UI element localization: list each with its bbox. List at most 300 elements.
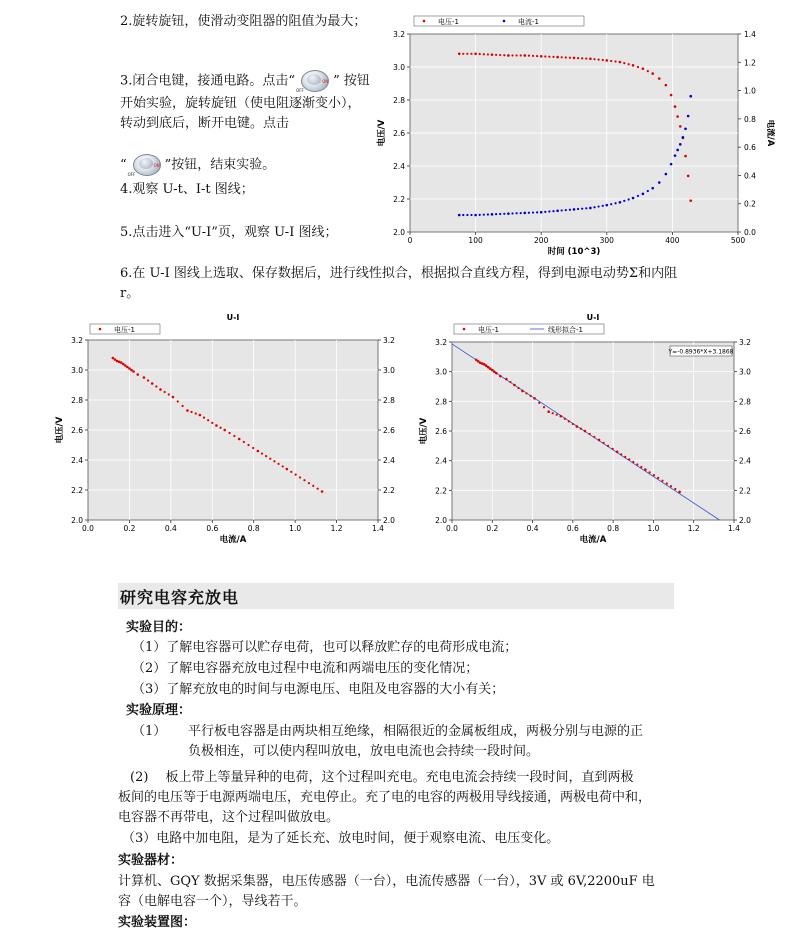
data-point (548, 56, 550, 58)
y2-tick-label: 0.8 (744, 114, 756, 124)
data-point (644, 468, 647, 471)
section-title: 研究电容充放电 (120, 588, 240, 607)
x-tick-label: 500 (730, 236, 746, 245)
y-right-tick-label: 2.2 (383, 486, 395, 495)
data-point (602, 205, 604, 207)
data-point (186, 409, 189, 412)
legend-marker (503, 20, 506, 23)
x-axis-label: 电流/A (579, 535, 607, 545)
x-tick-label: 0.8 (247, 524, 260, 533)
y-right-tick-label: 2.2 (739, 486, 751, 496)
principle-1-line-a: 平行板电容器是由两块相互绝缘，相隔很近的金属板组成，两极分别与电源的正 (188, 724, 644, 739)
step-3-start: 3.闭合电键，接通电路。点击“ (120, 73, 296, 89)
y-tick-label: 2.8 (71, 396, 83, 405)
x-tick-label: 0.4 (526, 524, 539, 533)
data-point (219, 427, 221, 429)
fit-equation: Y=-0.8936*X+3.1868 (668, 348, 734, 356)
data-point (544, 211, 546, 213)
data-point (687, 175, 690, 178)
x-tick-label: 0.4 (164, 524, 177, 533)
equipment-line-a: 计算机、GQY 数据采集器，电压传感器（一台），电流传感器（一台），3V 或 6V,2200uF 电 (118, 874, 655, 889)
data-point (199, 414, 202, 417)
data-point (658, 181, 661, 184)
data-point (265, 455, 267, 457)
data-point (228, 432, 230, 434)
data-point (466, 53, 468, 55)
data-point (215, 424, 218, 427)
data-point (143, 376, 146, 379)
data-point (517, 387, 519, 389)
data-point (607, 445, 609, 447)
data-point (619, 61, 622, 64)
data-point (598, 439, 601, 442)
y2-tick-label: 0.2 (744, 199, 756, 209)
y-right-tick-label: 2.6 (383, 426, 395, 435)
data-point (624, 456, 626, 458)
data-point (462, 53, 464, 55)
data-point (610, 60, 612, 62)
data-point (593, 206, 595, 208)
data-point (543, 406, 545, 408)
data-point (190, 411, 192, 413)
data-point (529, 395, 531, 397)
setup-heading: 实验装置图： (118, 915, 197, 930)
y-tick-label: 2.2 (71, 486, 83, 495)
data-point (238, 438, 241, 441)
data-point (308, 482, 310, 484)
data-point (130, 369, 133, 372)
data-point (299, 476, 301, 478)
y2-tick-label: 0.6 (744, 143, 756, 153)
data-point (503, 54, 505, 56)
data-point (674, 154, 677, 157)
data-point (544, 55, 546, 57)
data-point (290, 471, 292, 473)
data-point (658, 77, 661, 80)
x-tick-label: 1.4 (372, 524, 384, 533)
data-point (665, 173, 668, 176)
principle-1-number: （1） (132, 724, 167, 739)
data-point (247, 444, 249, 446)
data-point (674, 488, 676, 490)
data-point (589, 207, 592, 210)
data-point (538, 402, 540, 404)
purpose-item: （2）了解电容器充放电过程中电流和两端电压的变化情况； (132, 661, 479, 676)
data-point (252, 447, 254, 449)
data-point (499, 54, 501, 56)
data-point (312, 485, 314, 487)
data-point (487, 53, 489, 55)
data-point (556, 414, 558, 416)
data-point (573, 208, 576, 211)
principle-2-line-a: (2) 板上带上等量异种的电荷，这个过程叫充电。充电电流会持续一段时间，直到两极 (130, 770, 634, 785)
data-point (637, 66, 639, 68)
data-point (136, 373, 139, 376)
data-point (580, 428, 582, 430)
stop-button-icon: OFF ON (127, 152, 165, 178)
data-point (561, 56, 563, 58)
data-point (470, 53, 472, 55)
y2-tick-label: 0.4 (744, 171, 756, 181)
data-point (632, 64, 635, 67)
principle-2-line-c: 电容器不再带电，这个过程叫做放电。 (118, 810, 340, 825)
section-title-bar (118, 583, 674, 609)
y-right-tick-label: 2.8 (739, 397, 751, 407)
data-point (556, 56, 559, 59)
chart-ui-fit (414, 308, 784, 548)
y-tick-label: 2.2 (393, 195, 405, 204)
legend-marker (463, 328, 466, 331)
data-point (181, 405, 183, 407)
data-point (689, 199, 692, 202)
x-tick-label: 0.6 (206, 524, 219, 533)
data-point (479, 53, 481, 55)
y-tick-label: 3.2 (71, 336, 83, 345)
principle-2-line-b: 板间的电压等于电源两端电压，充电停止。充了电的电容的两极用导线接通，两极电荷中和， (118, 790, 652, 805)
step-5: 5.点击进入“U-I”页，观察 U-I 图线； (120, 225, 338, 240)
y-tick-label: 2.4 (71, 456, 83, 465)
y-tick-label: 2.6 (393, 129, 405, 138)
data-point (495, 372, 498, 375)
data-point (536, 211, 538, 213)
data-point (670, 94, 673, 97)
data-point (568, 420, 570, 422)
data-point (466, 214, 468, 216)
y-right-tick-label: 2.0 (739, 516, 751, 525)
data-point (674, 105, 677, 108)
data-point (487, 213, 489, 215)
data-point (670, 485, 672, 487)
data-point (577, 208, 579, 210)
data-point (507, 54, 510, 57)
purpose-item: （1）了解电容器可以贮存电荷，也可以释放贮存的电荷形成电流； (132, 640, 518, 655)
data-point (128, 367, 131, 370)
data-point (687, 115, 690, 118)
data-point (657, 477, 659, 479)
data-point (223, 429, 226, 432)
y-tick-label: 2.6 (71, 426, 83, 435)
data-point (495, 54, 497, 56)
data-point (572, 423, 574, 425)
data-point (576, 425, 579, 428)
data-point (614, 202, 616, 204)
y2-tick-label: 1.0 (744, 86, 756, 96)
data-point (507, 212, 510, 215)
data-point (547, 410, 550, 413)
data-point (593, 436, 595, 438)
y-right-tick-label: 3.2 (383, 336, 395, 345)
data-point (640, 466, 642, 468)
data-point (483, 214, 485, 216)
data-point (528, 55, 530, 57)
legend-label: 电压-1 (438, 18, 459, 26)
data-point (642, 67, 645, 70)
data-point (559, 415, 562, 418)
data-point (651, 187, 654, 190)
y-tick-label: 2.8 (393, 96, 405, 105)
y-right-tick-label: 3.0 (739, 367, 751, 377)
data-point (556, 209, 559, 212)
data-point (536, 55, 538, 57)
x-tick-label: 0.6 (566, 524, 579, 533)
data-point (585, 57, 587, 59)
y-tick-label: 3.0 (71, 366, 83, 375)
y-right-tick-label: 2.0 (383, 516, 395, 525)
y-tick-label: 2.6 (435, 427, 447, 436)
data-point (533, 397, 536, 400)
y-axis-label: 电压/V (419, 417, 429, 445)
data-point (628, 198, 630, 200)
data-point (628, 63, 630, 65)
data-point (243, 441, 245, 443)
data-point (172, 396, 175, 399)
data-point (462, 214, 464, 216)
data-point (628, 458, 630, 460)
x-tick-label: 400 (665, 236, 680, 245)
data-point (679, 143, 682, 146)
data-point (303, 479, 305, 481)
data-point (565, 209, 567, 211)
data-point (147, 379, 149, 381)
data-point (257, 450, 260, 453)
chart-ut-it (375, 14, 775, 260)
y-right-tick-label: 2.8 (383, 396, 395, 405)
data-point (642, 193, 645, 196)
data-point (168, 393, 170, 395)
data-point (678, 491, 681, 494)
data-point (317, 488, 319, 490)
data-point (569, 209, 571, 211)
legend-label: 电压-1 (114, 326, 135, 334)
data-point (593, 58, 595, 60)
y-right-tick-label: 3.0 (383, 366, 395, 375)
x-tick-label: 0.0 (82, 524, 94, 533)
data-point (286, 468, 289, 471)
data-point (584, 430, 587, 433)
x-tick-label: 200 (534, 236, 549, 245)
data-point (540, 55, 543, 58)
y2-axis-label: 电流/A (765, 119, 775, 147)
data-point (516, 54, 518, 56)
data-point (511, 54, 513, 56)
data-point (606, 204, 609, 207)
data-point (564, 418, 566, 420)
y-tick-label: 2.8 (435, 397, 447, 407)
equipment-line-b: 容（电解电容一个），导线若干。 (118, 894, 307, 909)
data-point (126, 366, 129, 369)
legend-marker (423, 20, 426, 23)
data-point (124, 364, 127, 367)
data-point (614, 60, 616, 62)
data-point (676, 149, 679, 152)
y-tick-label: 2.0 (393, 228, 405, 237)
data-point (632, 461, 634, 463)
data-point (474, 214, 477, 217)
data-point (499, 213, 501, 215)
step-3-quote: ” (333, 73, 340, 89)
start-button-icon: OFF ON (295, 68, 333, 94)
data-point (647, 190, 649, 192)
data-point (295, 474, 297, 476)
data-point (598, 58, 600, 60)
y-right-tick-label: 2.4 (383, 456, 395, 465)
data-point (689, 95, 692, 98)
data-point (155, 385, 157, 387)
legend-marker (99, 328, 102, 331)
data-point (532, 211, 534, 213)
legend-label: 线形拟合-1 (548, 326, 583, 334)
x-tick-label: 0 (407, 236, 413, 245)
data-point (676, 115, 679, 118)
data-point (195, 412, 197, 414)
data-point (474, 53, 477, 56)
data-point (503, 213, 505, 215)
step-3-tail: ”按钮，结束实验。 (164, 157, 276, 173)
x-tick-label: 0.0 (446, 524, 458, 533)
data-point (573, 57, 576, 60)
data-point (581, 57, 583, 59)
data-point (532, 55, 534, 57)
data-point (511, 212, 513, 214)
data-point (623, 200, 625, 202)
data-point (495, 213, 497, 215)
data-point (458, 214, 461, 217)
data-point (528, 212, 530, 214)
data-point (670, 163, 673, 166)
y2-tick-label: 1.2 (744, 58, 756, 68)
data-point (561, 209, 563, 211)
data-point (483, 53, 485, 55)
data-point (499, 375, 502, 378)
chart-title: U-I (586, 313, 600, 322)
data-point (548, 210, 550, 212)
y-right-tick-label: 2.4 (739, 456, 751, 466)
legend-label: 电流-1 (518, 18, 539, 26)
chart-title: U-I (226, 313, 240, 322)
data-point (684, 155, 687, 158)
data-point (632, 197, 635, 200)
data-point (569, 57, 571, 59)
data-point (177, 400, 179, 402)
data-point (585, 207, 587, 209)
data-point (112, 357, 115, 360)
x-axis-label: 电流/A (219, 535, 247, 545)
data-point (665, 84, 668, 87)
data-point (211, 422, 213, 424)
y-right-tick-label: 2.6 (739, 427, 751, 436)
step-6: 6.在 U-I 图线上选取、保存数据后，进行线性拟合，根据拟合直线方程，得到电源电动势Σ和内阻 r。 (120, 266, 678, 301)
data-point (552, 56, 554, 58)
x-axis-label: 时间 (10^3) (547, 247, 601, 257)
data-point (521, 390, 524, 393)
data-point (282, 465, 284, 467)
data-point (273, 460, 275, 462)
x-tick-label: 1.2 (687, 524, 700, 533)
data-point (114, 358, 117, 361)
data-point (581, 208, 583, 210)
data-point (610, 203, 612, 205)
y-tick-label: 2.0 (435, 516, 447, 525)
data-point (651, 72, 654, 75)
y-axis-label: 电压/V (377, 119, 387, 147)
data-point (540, 211, 543, 214)
data-point (589, 57, 592, 60)
y-tick-label: 3.0 (393, 63, 405, 72)
x-tick-label: 0.2 (123, 524, 136, 533)
data-point (491, 213, 494, 216)
data-point (233, 435, 235, 437)
step-3-quote-open: “ (120, 157, 127, 173)
y-tick-label: 2.0 (71, 516, 83, 525)
data-point (321, 490, 324, 493)
legend-label: 电压-1 (478, 326, 499, 334)
data-point (505, 378, 508, 381)
y-tick-label: 2.4 (393, 162, 405, 171)
data-point (653, 474, 655, 476)
y2-tick-label: 0.0 (744, 228, 756, 237)
data-point (164, 391, 166, 393)
x-tick-label: 1.2 (330, 524, 343, 533)
data-point (261, 452, 263, 454)
step-2: 2.旋转旋钮，使滑动变阻器的阻值为最大； (120, 14, 367, 29)
principle-3: （3）电路中加电阻，是为了延长充、放电时间，便于观察电流、电压变化。 (122, 831, 560, 846)
data-point (620, 453, 622, 455)
step-3-end (120, 152, 370, 178)
y-tick-label: 3.0 (435, 367, 447, 377)
data-point (682, 136, 685, 139)
data-point (122, 363, 125, 366)
step-4: 4.观察 U-t、I-t 图线； (120, 182, 254, 197)
data-point (159, 388, 162, 391)
data-point (269, 458, 271, 460)
data-point (524, 212, 527, 215)
data-point (516, 212, 518, 214)
data-point (589, 433, 591, 435)
data-point (602, 442, 604, 444)
data-point (647, 70, 649, 72)
data-point (509, 381, 511, 383)
step-3-middle: 按钮开始实验，旋转旋钮（使电阻逐渐变小），转动到底后，断开电键。点击 (120, 73, 370, 131)
x-tick-label: 0.2 (486, 524, 499, 533)
x-tick-label: 0.8 (607, 524, 620, 533)
data-point (649, 471, 651, 473)
data-point (598, 205, 600, 207)
purpose-heading: 实验目的： (126, 620, 192, 635)
data-point (491, 53, 494, 56)
purpose-item: （3）了解充放电的时间与电源电压、电阻及电容器的大小有关； (132, 682, 505, 697)
data-point (513, 384, 516, 387)
x-tick-label: 1.0 (647, 524, 660, 533)
principle-heading: 实验原理： (126, 703, 192, 718)
data-point (525, 392, 527, 394)
data-point (520, 212, 522, 214)
data-point (203, 417, 205, 419)
data-point (207, 419, 209, 421)
y-tick-label: 3.2 (435, 338, 447, 347)
data-point (520, 54, 522, 56)
data-point (277, 463, 279, 465)
data-point (458, 53, 461, 56)
data-point (612, 448, 614, 450)
data-point (637, 195, 639, 197)
data-point (565, 56, 567, 58)
data-point (616, 450, 619, 453)
y-tick-label: 3.2 (393, 30, 405, 39)
data-point (684, 127, 687, 130)
data-point (132, 370, 135, 373)
data-point (679, 125, 682, 128)
y-tick-label: 2.4 (435, 456, 447, 466)
